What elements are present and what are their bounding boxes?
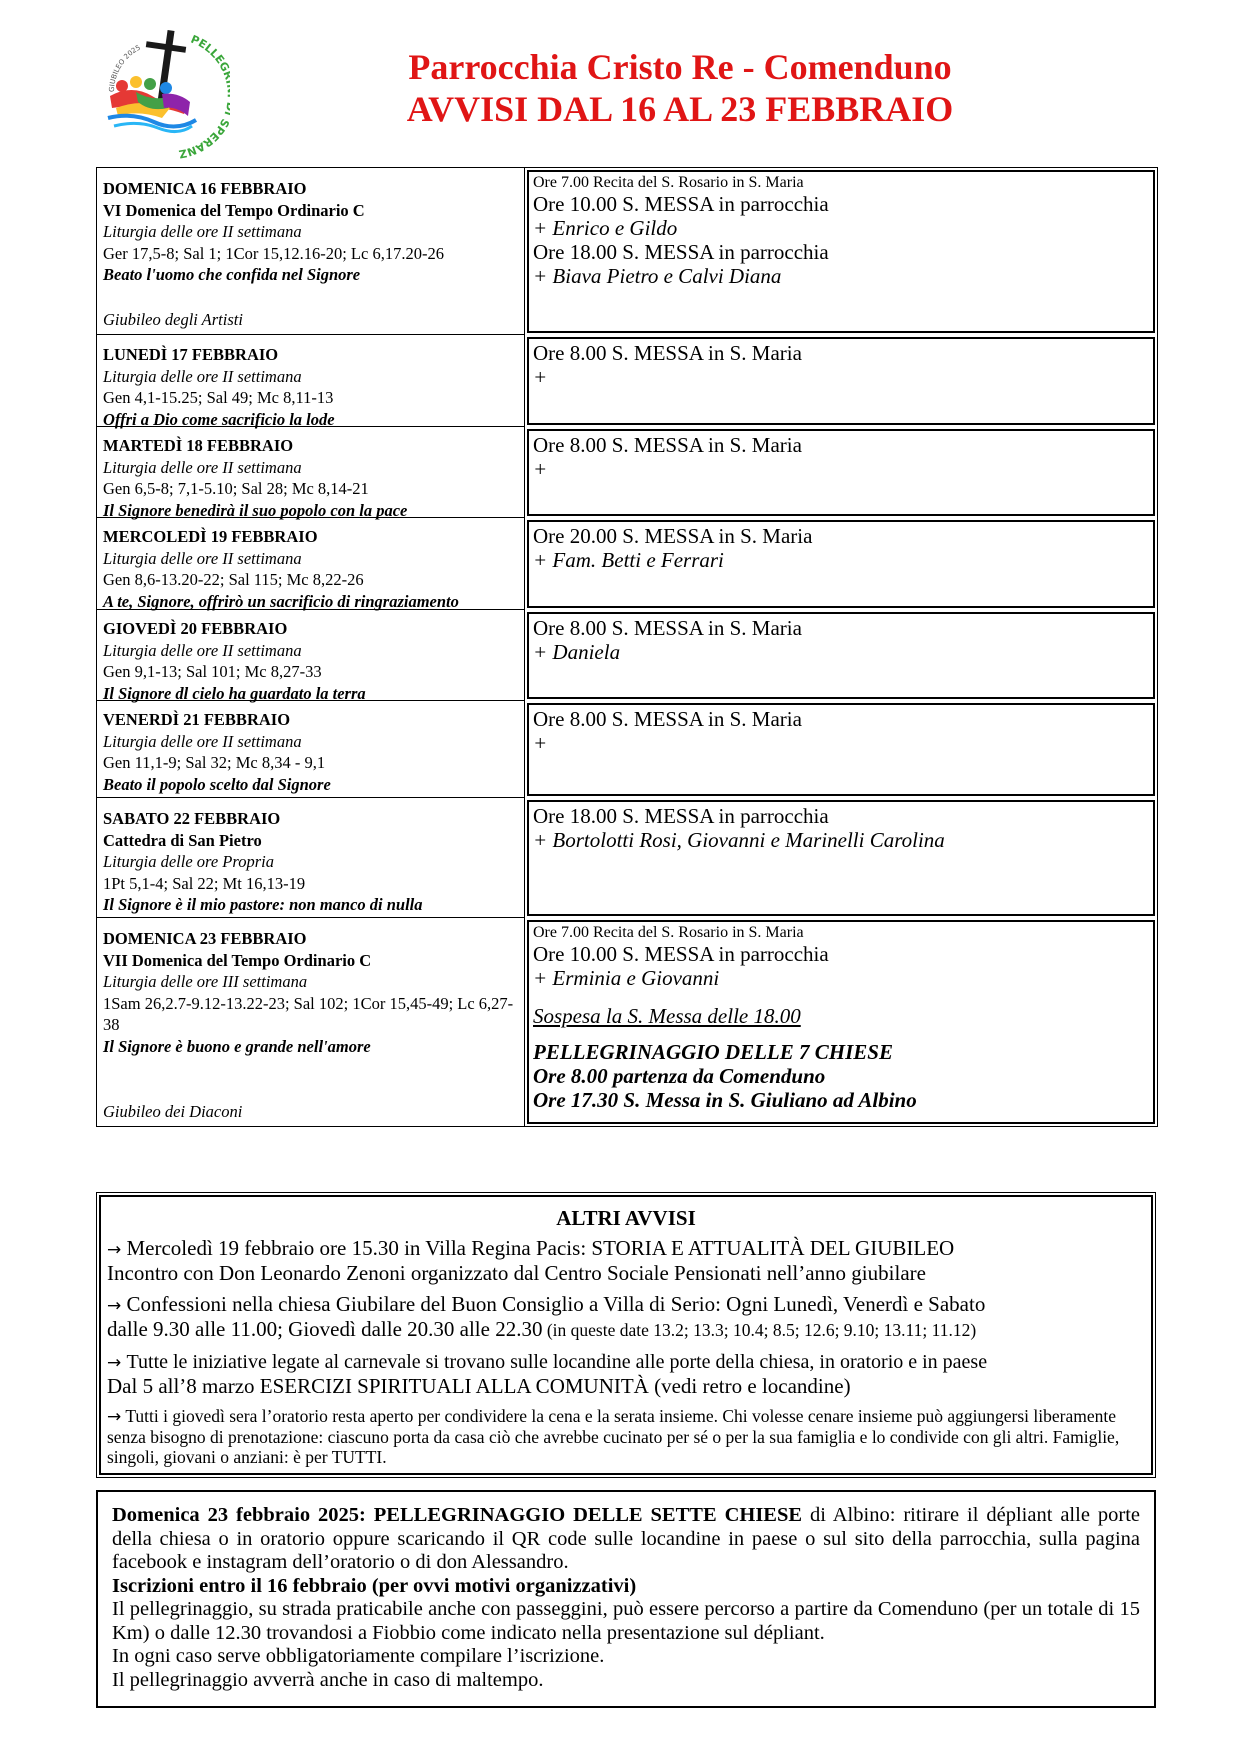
day-row-sunday-16 (97, 168, 1157, 335)
mass-line: Ore 20.00 S. MESSA in S. Maria (533, 524, 813, 548)
mass-line: Ore 8.00 S. MESSA in S. Maria (533, 707, 802, 731)
day-info (97, 518, 525, 610)
day-readings: Ger 17,5-8; Sal 1; 1Cor 15,12.16-20; Lc 6,17.20-26 (103, 243, 444, 263)
day-info (97, 798, 525, 918)
day-note: Giubileo dei Diaconi (103, 1101, 243, 1121)
day-readings: 1Sam 26,2.7-9.12-13.22-23; Sal 102; 1Cor 15,45-49; Lc 6,27-38 (103, 993, 514, 1034)
day-row-friday-21 (97, 701, 1157, 798)
mass-intention: + Bortolotti Rosi, Giovanni e Marinelli Carolina (533, 828, 945, 852)
day-refrain: Il Signore è buono e grande nell'amore (103, 1036, 371, 1056)
mass-line: Ore 8.00 S. MESSA in S. Maria (533, 616, 802, 640)
day-liturgy: Liturgia delle ore II settimana (103, 640, 302, 660)
other-notices-box (96, 1192, 1156, 1478)
day-feast: Cattedra di San Pietro (103, 830, 262, 850)
day-readings: 1Pt 5,1-4; Sal 22; Mt 16,13-19 (103, 873, 306, 893)
day-readings: Gen 8,6-13.20-22; Sal 115; Mc 8,22-26 (103, 570, 364, 589)
mass-line: Ore 18.00 S. MESSA in parrocchia (533, 240, 829, 264)
day-info (97, 610, 525, 701)
day-info (97, 918, 525, 1126)
day-info (97, 427, 525, 518)
day-readings: Gen 11,1-9; Sal 32; Mc 8,34 - 9,1 (103, 753, 326, 772)
day-title: LUNEDÌ 17 FEBBRAIO (103, 345, 279, 364)
day-refrain: Beato il popolo scelto dal Signore (103, 774, 331, 794)
day-feast: VII Domenica del Tempo Ordinario C (103, 950, 372, 970)
day-title: MERCOLEDÌ 19 FEBBRAIO (103, 527, 318, 546)
day-row-monday-17 (97, 335, 1157, 427)
pilgrimage-title: PELLEGRINAGGIO DELLE 7 CHIESE (533, 1040, 893, 1064)
day-liturgy: Liturgia delle ore II settimana (103, 457, 302, 477)
day-masses (527, 337, 1155, 425)
day-title: SABATO 22 FEBBRAIO (103, 809, 281, 828)
day-refrain: Il Signore dl cielo ha guardato la terra (103, 683, 366, 703)
day-liturgy: Liturgia delle ore II settimana (103, 366, 302, 386)
suspended-mass-note: Sospesa la S. Messa delle 18.00 (533, 1004, 801, 1028)
mass-line: Ore 8.00 S. MESSA in S. Maria (533, 433, 802, 457)
day-refrain: Offri a Dio come sacrificio la lode (103, 409, 335, 429)
notice-item: → Mercoledì 19 febbraio ore 15.30 in Villa Regina Pacis: STORIA E ATTUALITÀ DEL GIUBILEO Incontro con Don Leonardo Zenoni organizzato dal Centro Sociale Pensionati nell’anno giubilare (107, 1236, 955, 1285)
day-feast: VI Domenica del Tempo Ordinario C (103, 200, 365, 220)
other-notices-title: ALTRI AVVISI (556, 1206, 696, 1230)
svg-text:PELLEGRINI DI SPERANZA: PELLE PERANZ (177, 32, 228, 160)
day-row-tuesday-18 (97, 427, 1157, 518)
pilgrimage-departure: Ore 8.00 partenza da Comenduno (533, 1064, 826, 1088)
arrow-right-icon: → (107, 1240, 122, 1260)
mass-intention: + (533, 365, 548, 389)
rosary-line: Ore 7.00 Recita del S. Rosario in S. Maria (533, 174, 804, 191)
day-readings: Gen 4,1-15.25; Sal 49; Mc 8,11-13 (103, 388, 334, 407)
mass-intention: + (533, 731, 548, 755)
registration-deadline: Iscrizioni entro il 16 febbraio (per ovvi motivi organizzativi) (112, 1574, 637, 1597)
day-title: VENERDÌ 21 FEBBRAIO (103, 710, 291, 729)
arrow-right-icon: → (107, 1407, 122, 1427)
day-row-wednesday-19 (97, 518, 1157, 610)
parish-title: Parrocchia Cristo Re - Comenduno (408, 47, 952, 87)
day-row-sunday-23 (97, 918, 1157, 1126)
mass-line: Ore 8.00 S. MESSA in S. Maria (533, 341, 802, 365)
pilgrimage-mass: Ore 17.30 S. Messa in S. Giuliano ad Albino (533, 1088, 917, 1112)
arrow-right-icon: → (107, 1296, 122, 1316)
day-readings: Gen 6,5-8; 7,1-5.10; Sal 28; Mc 8,14-21 (103, 479, 369, 498)
weather-note: Il pellegrinaggio avverrà anche in caso di maltempo. (112, 1668, 544, 1691)
mass-intention: + Enrico e Gildo (533, 216, 678, 240)
day-liturgy: Liturgia delle ore III settimana (103, 972, 308, 991)
day-masses (527, 920, 1155, 1124)
pilgrimage-info-box (96, 1490, 1156, 1708)
day-refrain: Beato l'uomo che confida nel Signore (103, 265, 361, 284)
day-title: GIOVEDÌ 20 FEBBRAIO (103, 619, 288, 638)
pilgrimage-note (533, 1040, 1149, 1112)
day-masses (527, 170, 1155, 333)
rosary-line: Ore 7.00 Recita del S. Rosario in S. Maria (533, 924, 804, 941)
jubilee-logo-icon (92, 22, 230, 160)
day-row-thursday-20 (97, 610, 1157, 701)
day-liturgy: Liturgia delle ore II settimana (103, 731, 302, 751)
pilgrimage-lead: Domenica 23 febbraio 2025: PELLEGRINAGGIO DELLE SETTE CHIESE di Albino: ritirare il dépliant alle porte della chiesa o in oratorio oppure scaricando il QR code sulle locandine in paese o sul sito della parrocchia, sulla pagina facebook e instagram dell’oratorio o di don Alessandro. (112, 1504, 1140, 1573)
notices-period-title: AVVISI DAL 16 AL 23 FEBBRAIO (406, 89, 954, 129)
day-liturgy: Liturgia delle ore Propria (103, 852, 274, 871)
day-note: Giubileo degli Artisti (103, 309, 243, 329)
day-refrain: Il Signore è il mio pastore: non manco di nulla (103, 895, 423, 914)
weekly-schedule-table (96, 167, 1158, 1127)
day-liturgy: Liturgia delle ore II settimana (103, 548, 302, 568)
day-readings: Gen 9,1-13; Sal 101; Mc 8,27-33 (103, 662, 322, 681)
day-masses (527, 703, 1155, 796)
day-row-saturday-22 (97, 798, 1157, 918)
notice-item: → Tutti i giovedì sera l’oratorio resta aperto per condividere la cena e la serata insieme. Chi volesse cenare insieme può aggiungersi liberamente senza bisogno di prenotazione: ciascuno porta da casa ciò che avrebbe cucinato per sé o per la sua famiglia e lo condivide con gli altri. Famiglie, singoli, giovani o anziani: è per TUTTI. (107, 1406, 1120, 1467)
notice-item: → Tutte le iniziative legate al carnevale si trovano sulle locandine alle porte della chiesa, in oratorio e in paese Dal 5 all’8 marzo ESERCIZI SPIRITUALI ALLA COMUNITÀ (vedi retro e locandine) (107, 1351, 988, 1398)
notice-item: → Confessioni nella chiesa Giubilare del Buon Consiglio a Villa di Serio: Ogni Lunedì, Venerdì e Sabato dalle 9.30 alle 11.00; Giovedì dalle 20.30 alle 22.30 (in queste date 13.2; 13.3; 10.4; 8.5; 12.6; 9.10; 13.11; 11.12) (107, 1292, 986, 1341)
day-masses (527, 520, 1155, 608)
mass-intention: + Daniela (533, 640, 621, 664)
page-header (230, 46, 1130, 130)
day-refrain: A te, Signore, offrirò un sacrificio di ringraziamento (103, 591, 459, 611)
day-masses (527, 429, 1155, 516)
day-masses (527, 612, 1155, 699)
mass-line: Ore 10.00 S. MESSA in parrocchia (533, 192, 829, 216)
mass-line: Ore 10.00 S. MESSA in parrocchia (533, 942, 829, 966)
day-refrain: Il Signore benedirà il suo popolo con la pace (103, 500, 408, 520)
svg-text:GIUBILEO 2025: GIUBILEO 2025 (107, 43, 142, 93)
day-title: DOMENICA 16 FEBBRAIO (103, 179, 307, 198)
mass-intention: + Biava Pietro e Calvi Diana (533, 264, 782, 288)
day-masses (527, 800, 1155, 916)
day-info (97, 168, 525, 335)
day-info (97, 701, 525, 798)
day-title: DOMENICA 23 FEBBRAIO (103, 929, 307, 948)
mass-intention: + Erminia e Giovanni (533, 966, 720, 990)
registration-required: In ogni caso serve obbligatoriamente compilare l’iscrizione. (112, 1645, 605, 1667)
pilgrimage-route: Il pellegrinaggio, su strada praticabile anche con passeggini, può essere percorso a partire da Comenduno (per un totale di 15 Km) o dalle 12.30 trovandosi a Fiobbio come indicato nella presentazione sul dépliant. (112, 1598, 1140, 1644)
mass-intention: + Fam. Betti e Ferrari (533, 548, 724, 572)
mass-intention: + (533, 457, 548, 481)
arrow-right-icon: → (107, 1353, 122, 1373)
day-info (97, 335, 525, 427)
day-title: MARTEDÌ 18 FEBBRAIO (103, 436, 294, 455)
day-liturgy: Liturgia delle ore II settimana (103, 222, 302, 241)
mass-line: Ore 18.00 S. MESSA in parrocchia (533, 804, 829, 828)
